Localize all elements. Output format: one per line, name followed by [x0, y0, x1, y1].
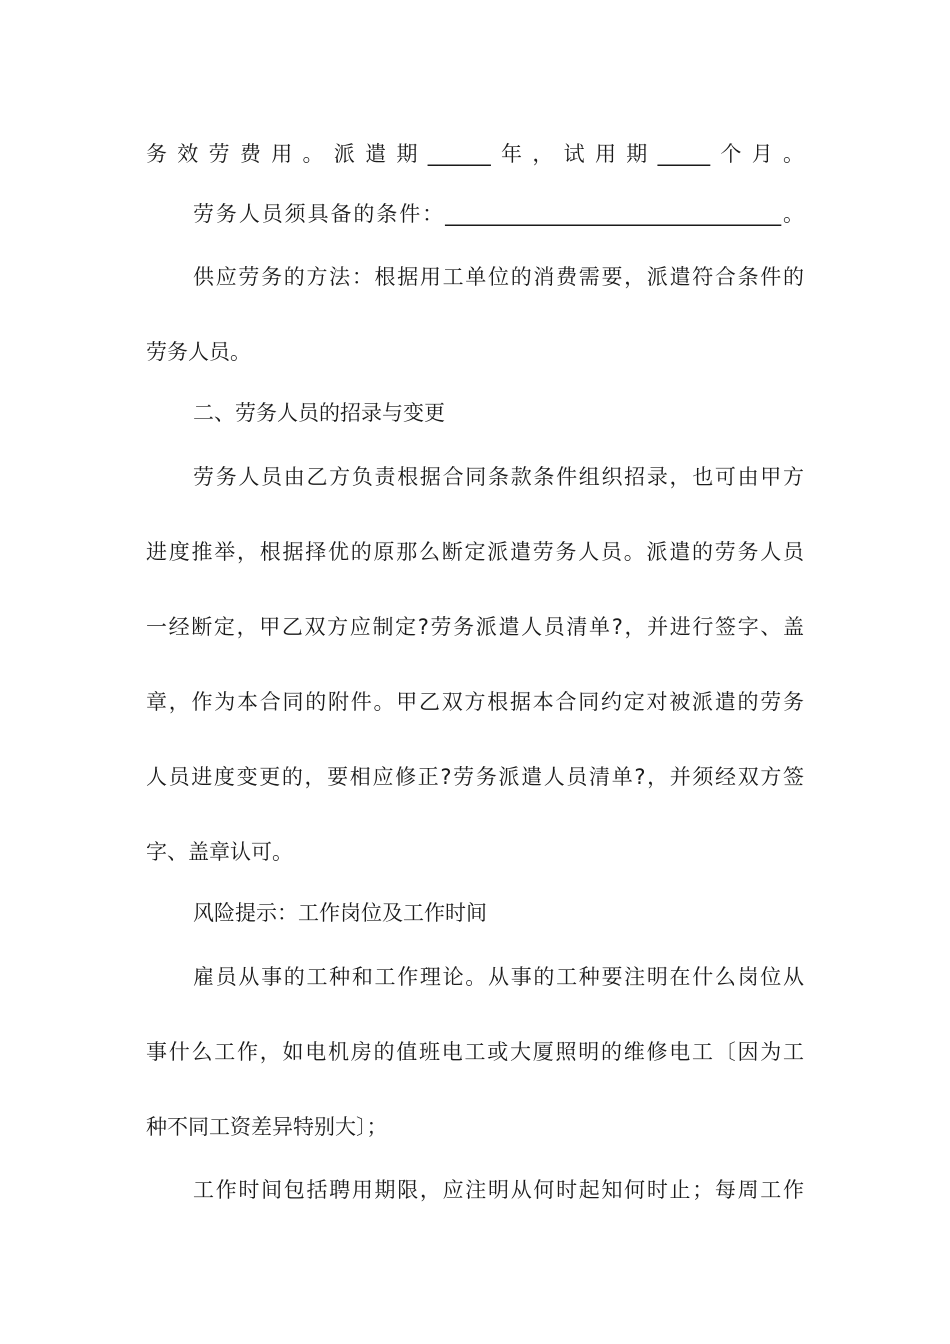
paragraph-first-line: 劳务人员由乙方负责根据合同条款条件组织招录，也可由甲方	[193, 465, 804, 489]
text-line	[0, 1035, 950, 1069]
text-line	[0, 760, 950, 794]
text-line	[0, 535, 950, 569]
paragraph-first-line: 工作时间包括聘用期限，应注明从何时起知何时止；每周工作	[193, 1178, 804, 1202]
text-line	[0, 610, 950, 644]
paragraph-first-line: 劳务人员须具备的条件：________________________________。	[193, 202, 804, 226]
paragraph-line: 事什么工作，如电机房的值班电工或大厦照明的维修电工〔因为工	[146, 1040, 804, 1064]
paragraph-first-line: 雇员从事的工种和工作理论。从事的工种要注明在什么岗位从	[193, 965, 804, 989]
text-line	[0, 896, 950, 930]
text-line	[0, 260, 950, 294]
text-line	[0, 1173, 950, 1207]
text-line	[0, 835, 950, 869]
text-line	[0, 685, 950, 719]
text-line	[0, 1110, 950, 1144]
section-heading: 二、劳务人员的招录与变更	[193, 401, 445, 425]
paragraph-continuation: 务效劳费用。派遣期______年，试用期_____个月。	[146, 142, 804, 166]
paragraph-line: 人员进度变更的，要相应修正?劳务派遣人员清单?，并须经双方签	[146, 765, 804, 789]
section-heading: 风险提示：工作岗位及工作时间	[193, 901, 487, 925]
text-line	[0, 137, 950, 171]
text-line	[0, 335, 950, 369]
paragraph-line: 一经断定，甲乙双方应制定?劳务派遣人员清单?，并进行签字、盖	[146, 615, 804, 639]
paragraph-last-line: 字、盖章认可。	[146, 840, 293, 864]
paragraph-first-line: 供应劳务的方法：根据用工单位的消费需要，派遣符合条件的	[193, 265, 804, 289]
text-line	[0, 960, 950, 994]
text-line	[0, 396, 950, 430]
paragraph-line: 进度推举，根据择优的原那么断定派遣劳务人员。派遣的劳务人员	[146, 540, 804, 564]
text-line	[0, 460, 950, 494]
paragraph-line: 章，作为本合同的附件。甲乙双方根据本合同约定对被派遣的劳务	[146, 690, 804, 714]
paragraph-last-line: 劳务人员。	[146, 340, 251, 364]
text-line	[0, 197, 950, 231]
paragraph-last-line: 种不同工资差异特别大〕；	[146, 1115, 388, 1139]
